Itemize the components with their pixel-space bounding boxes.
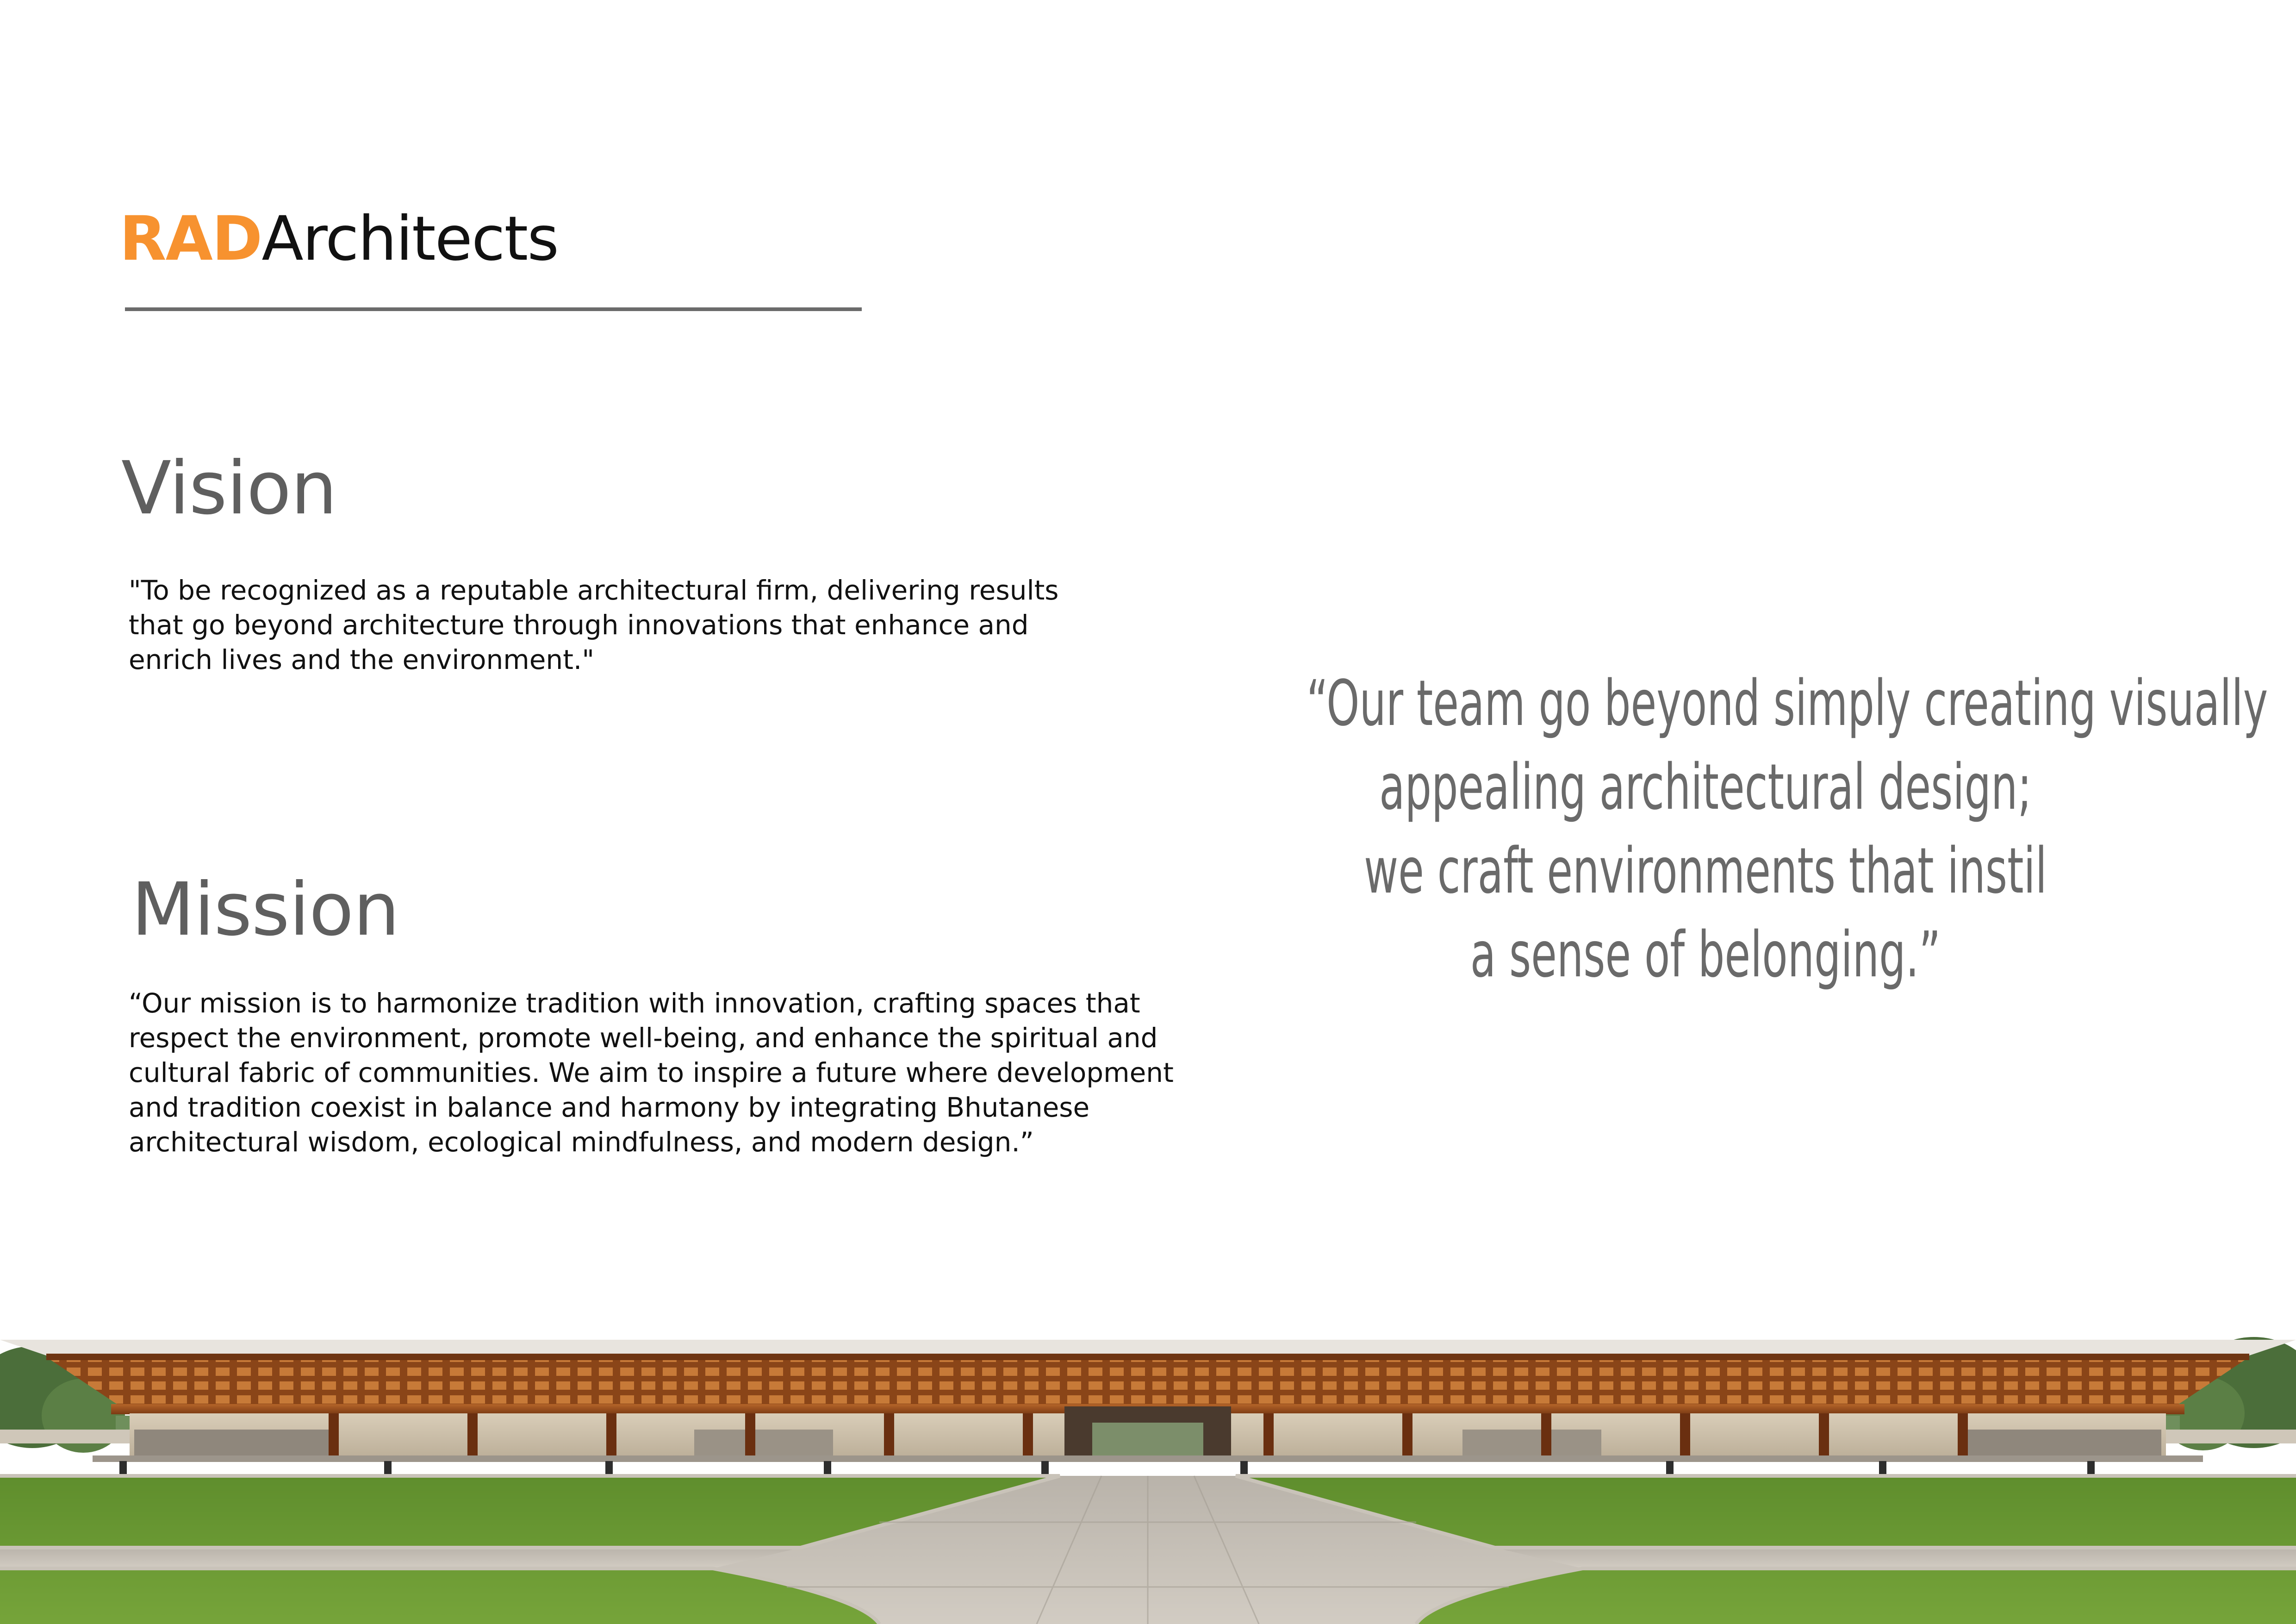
logo-text: Architects — [261, 203, 559, 275]
quote-line: appealing architectural design; — [1379, 751, 2032, 824]
brand-logo — [119, 203, 559, 275]
logo-accent-text: RAD — [119, 203, 262, 275]
vision-heading: Vision — [121, 446, 337, 531]
mission-line: cultural fabric of communities. We aim to inspire a future where development — [129, 1057, 1174, 1088]
building-render-image — [0, 1337, 2296, 1624]
mission-line: respect the environment, promote well-being, and enhance the spiritual and — [129, 1022, 1158, 1054]
team-quote — [1306, 662, 2268, 997]
logo-underline-divider — [125, 307, 862, 311]
quote-line: a sense of belonging.” — [1470, 918, 1941, 992]
mission-line: “Our mission is to harmonize tradition with innovation, crafting spaces that — [129, 987, 1140, 1019]
mission-line: architectural wisdom, ecological mindfulness, and modern design.” — [129, 1126, 1034, 1158]
vision-line: "To be recognized as a reputable architectural firm, delivering results — [129, 575, 1059, 606]
mission-line: and tradition coexist in balance and harmony by integrating Bhutanese — [129, 1092, 1090, 1123]
vision-statement — [129, 573, 1059, 677]
mission-statement — [129, 986, 1174, 1160]
mission-heading: Mission — [131, 867, 399, 952]
vision-line: that go beyond architecture through innovations that enhance and — [129, 609, 1029, 641]
quote-line: we craft environments that instil — [1364, 835, 2047, 908]
vision-line: enrich lives and the environment." — [129, 644, 595, 675]
quote-line: “Our team go beyond simply creating visually — [1306, 667, 2268, 740]
